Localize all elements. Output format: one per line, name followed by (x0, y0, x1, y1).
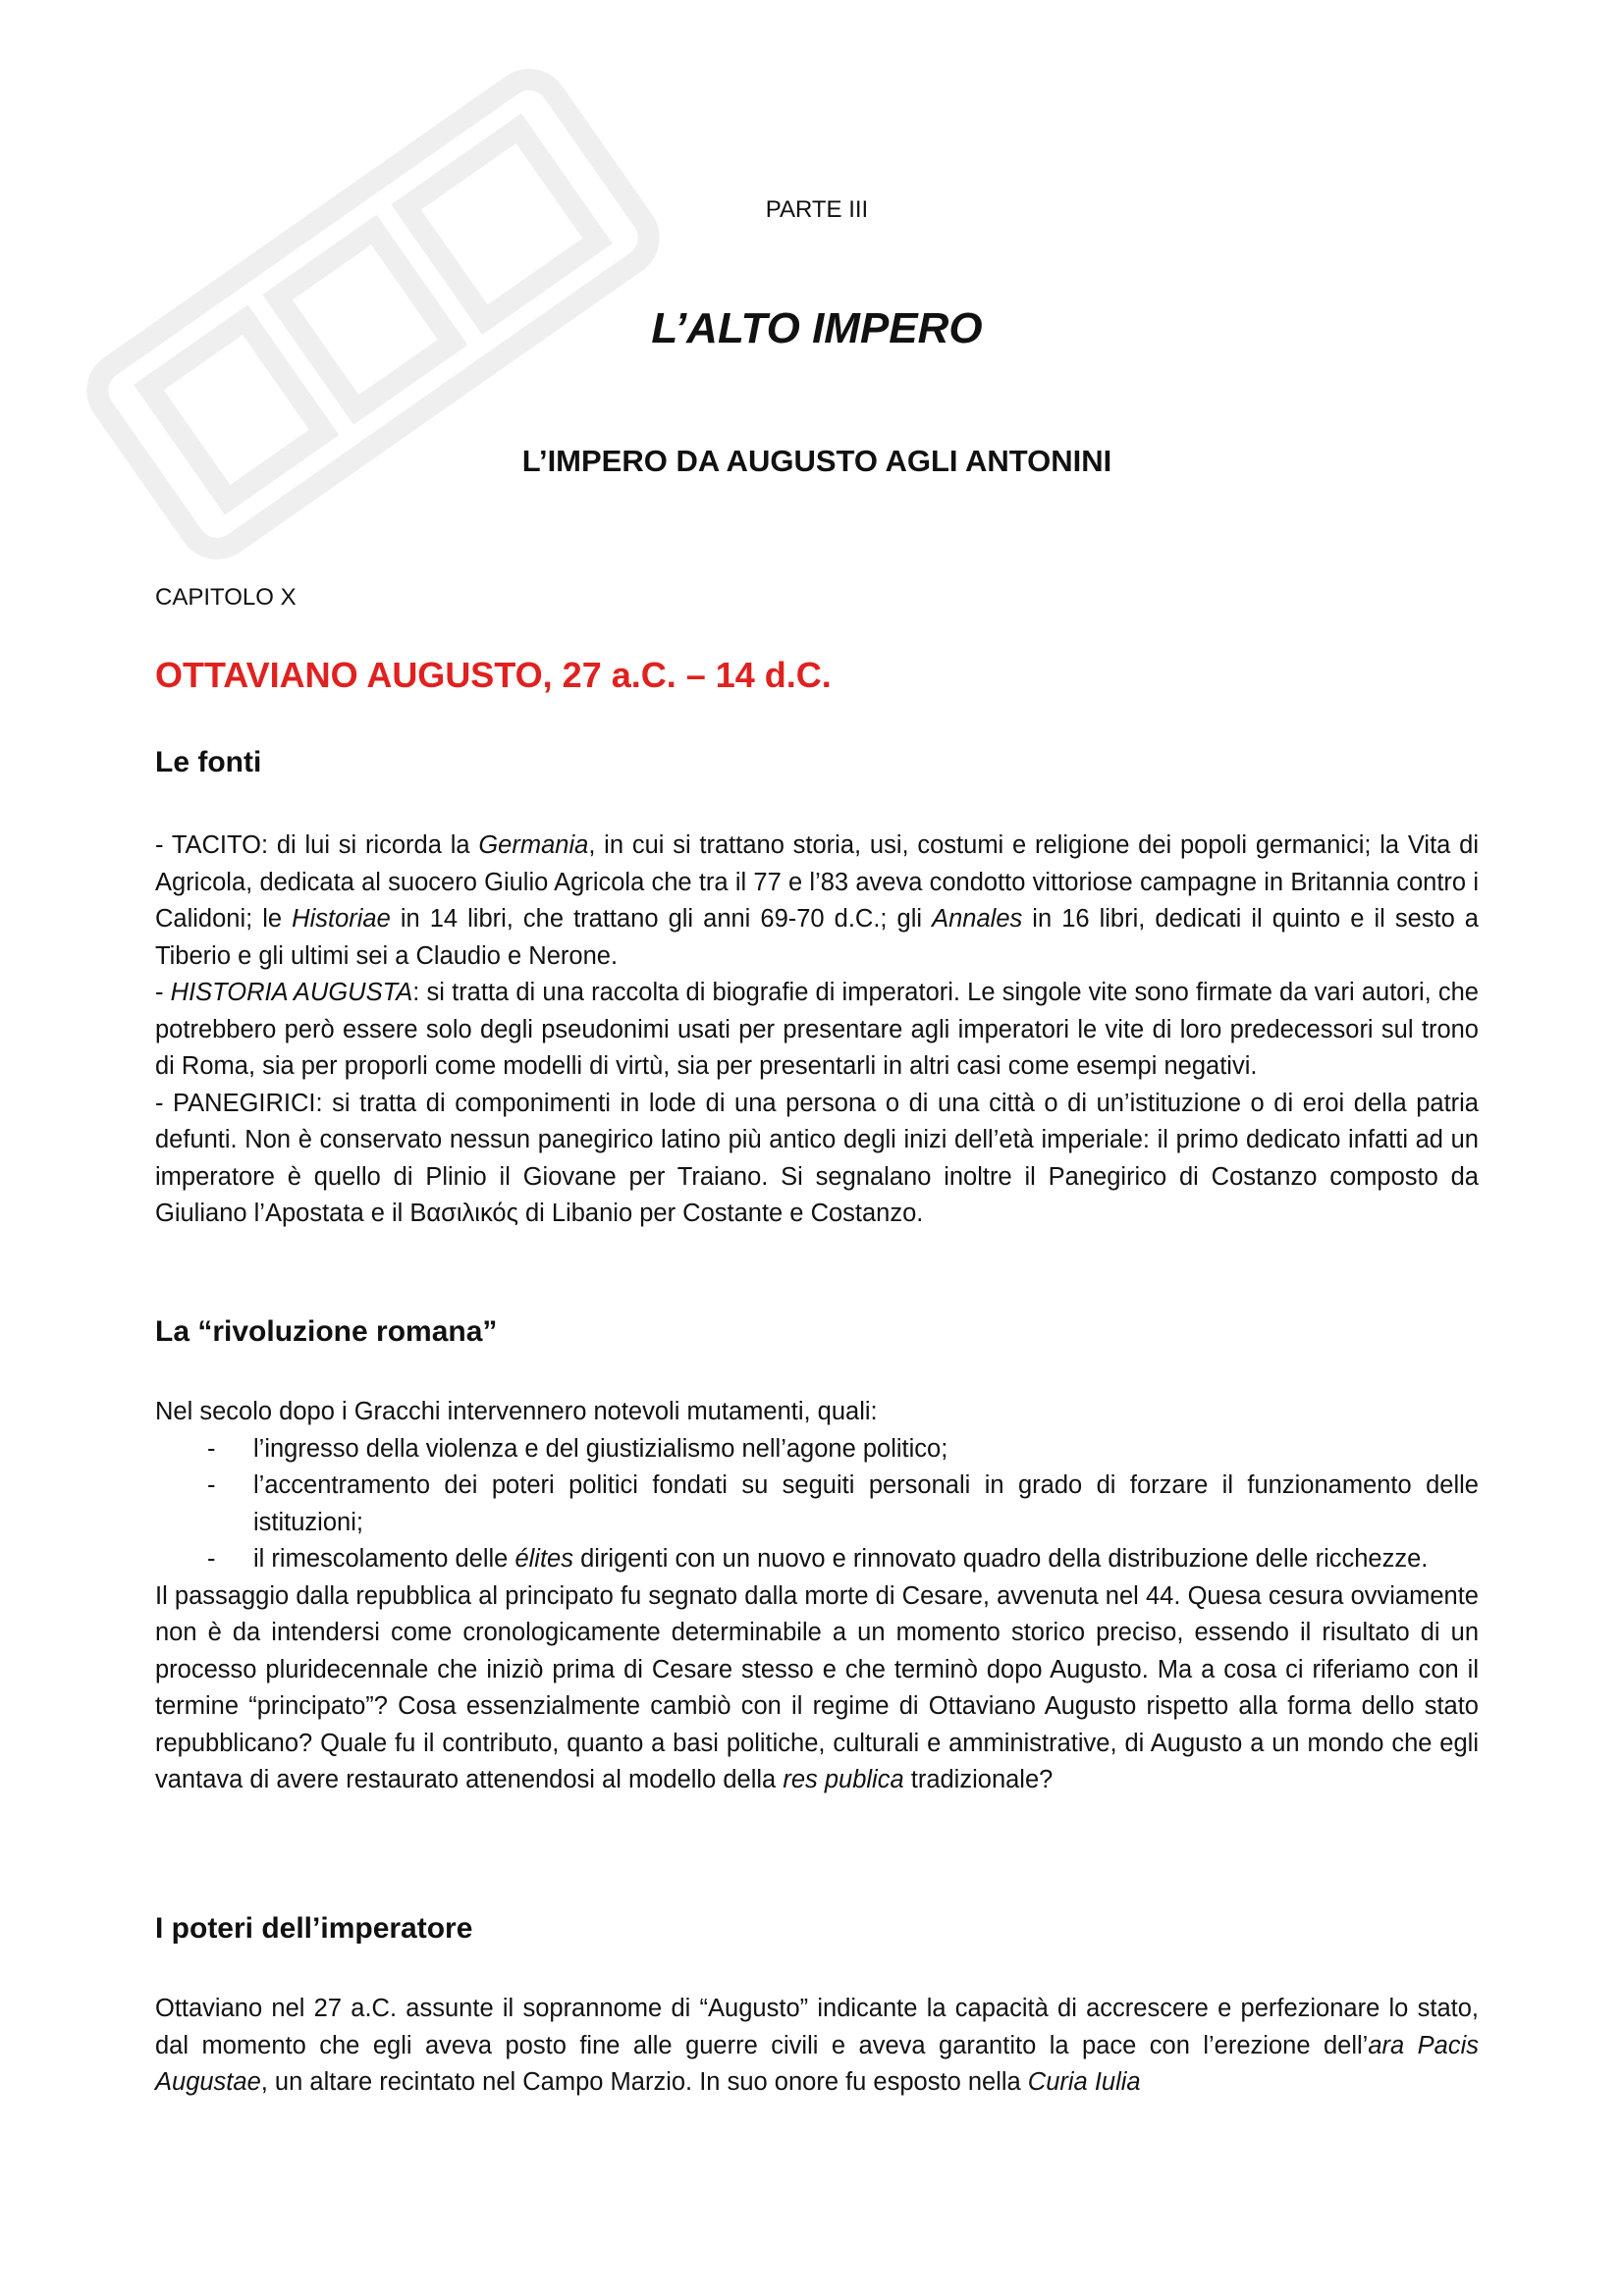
text-run: l’ingresso della violenza e del giustizialismo nell’agone politico; (253, 1434, 948, 1463)
list-item (155, 1431, 1479, 1468)
section-body-fonti (155, 828, 1479, 1233)
text-run: : si tratta di una raccolta di biografie di imperatori. Le singole vite sono firmate da vari autori, che potrebbero però essere solo degli pseudonimi usati per presentare agli imperatori le vite di loro predecessori sul trono di Roma, sia per proporli come modelli di virtù, sia per presentarli in altri casi come esempi negativi. (155, 979, 1479, 1080)
bullet-dash: - (207, 1545, 216, 1573)
main-title: L’ALTO IMPERO (651, 304, 983, 352)
paragraph-panegirici: - PANEGIRICI: si tratta di componimenti in lode di una persona o di una città o di un’istituzione o di eroi della patria defunti. Non è conservato nessun panegirico latino più antico degli inizi dell’età imperiale: il primo dedicato infatti ad un imperatore è quello di Plinio il Giovane per Traiano. Si segnalano inoltre il Panegirico di Costanzo composto da Giuliano l’Apostata e il Βασιλικός di Libanio per Costante e Costanzo. (155, 1089, 1479, 1227)
text-run: - (155, 979, 171, 1006)
text-run: il rimescolamento delle (253, 1545, 515, 1573)
text-run: Il passaggio dalla repubblica al principato fu segnato dalla morte di Cesare, avvenuta nel 44. Quesa cesura ovviamente non è da intendersi come cronologicamente determinabile a un momento storico preciso, essendo il risultato di un processo pluridecennale che iniziò prima di Cesare stesso e che terminò dopo Augusto. Ma a cosa ci riferiamo con il termine “principato”? Cosa essenzialmente cambiò con il regime di Ottaviano Augusto rispetto alla forma dello stato repubblicano? Quale fu il contributo, quanto a basi politiche, culturali e amministrative, di Augusto a un mondo che egli vantava di avere restaurato attenendosi al modello della (155, 1581, 1479, 1793)
italic-run: ara Pacis Augustae (155, 2031, 1480, 2096)
italic-run: Germania (478, 831, 589, 859)
italic-run: res publica (783, 1766, 904, 1793)
paragraph-principato (155, 1578, 1479, 1799)
italic-run: élites (514, 1545, 573, 1573)
text-run: l’accentramento dei poteri politici fondati su seguiti personali in grado di forzare il funzionamento delle istituzioni; (253, 1471, 1479, 1536)
section-heading-fonti: Le fonti (155, 746, 262, 778)
paragraph-historia-augusta (155, 975, 1479, 1086)
italic-run: Annales (932, 905, 1023, 933)
bullet-dash: - (207, 1471, 216, 1499)
text-run: in 14 libri, che trattano gli anni 69-70 d.C.; gli (390, 905, 933, 933)
list-item (155, 1541, 1479, 1578)
subtitle: L’IMPERO DA AUGUSTO AGLI ANTONINI (521, 444, 1112, 478)
paragraph-augusto (155, 1991, 1479, 2102)
text-run: dirigenti con un nuovo e rinnovato quadro della distribuzione delle ricchezze. (572, 1545, 1429, 1573)
chapter-label: CAPITOLO X (155, 584, 297, 611)
list-item (155, 1468, 1479, 1541)
section-body-poteri (155, 1991, 1479, 2102)
chapter-title: OTTAVIANO AUGUSTO, 27 a.C. – 14 d.C. (155, 655, 832, 695)
italic-run: HISTORIA AUGUSTA (170, 979, 413, 1006)
paragraph-intro: Nel secolo dopo i Gracchi intervennero notevoli mutamenti, quali: (155, 1398, 878, 1425)
italic-run: Curia Iulia (1027, 2068, 1141, 2096)
text-run: , in cui si trattano storia, usi, costumi e religione dei popoli germanici; la Vita di Agricola, dedicata al suocero Giulio Agricola che tra il 77 e l’83 aveva condotto vittoriose campagne in Britannia contro i Calidoni; le (155, 831, 1479, 933)
text-run: - TACITO: di lui si ricorda la (155, 831, 479, 859)
section-heading-rivoluzione: La “rivoluzione romana” (155, 1315, 498, 1348)
section-heading-poteri: I poteri dell’imperatore (155, 1912, 473, 1945)
paragraph-tacito (155, 828, 1479, 975)
text-run: tradizionale? (903, 1766, 1054, 1793)
italic-run: Historiae (292, 905, 391, 933)
text-run: Ottaviano nel 27 a.C. assunte il soprannome di “Augusto” indicante la capacità di accrescere e perfezionare lo stato, dal momento che egli aveva posto fine alle guerre civili e aveva garantito la pace con l’erezione dell’ (155, 1995, 1479, 2059)
bullet-dash: - (207, 1434, 216, 1463)
bullet-list (155, 1431, 1479, 1578)
text-run: , un altare recintato nel Campo Marzio. In suo onore fu esposto nella (260, 2068, 1028, 2096)
section-body-rivoluzione (155, 1394, 1479, 1799)
part-label: PARTE III (765, 196, 869, 223)
text-run: in 16 libri, dedicati il quinto e il sesto a Tiberio e gli ultimi sei a Claudio e Nerone. (155, 905, 1479, 970)
